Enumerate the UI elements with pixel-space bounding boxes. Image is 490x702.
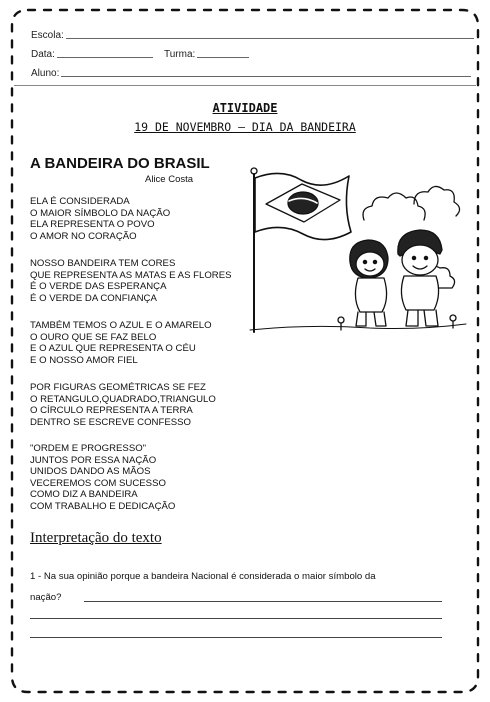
interpretation-heading: Interpretação do texto: [30, 530, 162, 546]
poem-line: É O VERDE DAS ESPERANÇA: [30, 281, 167, 293]
activity-title: ATIVIDADE: [212, 101, 278, 115]
poem-stanza: [30, 196, 170, 242]
poem-stanza: [30, 258, 232, 304]
poem-line: ELA REPRESENTA O POVO: [30, 219, 155, 231]
poem-stanza: [30, 443, 175, 513]
student-field[interactable]: [31, 68, 471, 79]
school-line: [66, 37, 474, 39]
date-label: Data:: [31, 49, 55, 60]
class-field[interactable]: [164, 49, 249, 60]
poem-line: E O AZUL QUE REPRESENTA O CÉU: [30, 343, 196, 355]
poem-title: A BANDEIRA DO BRASIL: [30, 155, 210, 172]
poem-line: ELA É CONSIDERADA: [30, 196, 130, 207]
poem-line: VECEREMOS COM SUCESSO: [30, 477, 166, 489]
student-line: [61, 75, 471, 77]
poem-line: O OURO QUE SE FAZ BELO: [30, 331, 157, 343]
poem-line: COM TRABALHO E DEDICAÇÃO: [30, 500, 176, 512]
date-field[interactable]: [31, 49, 153, 60]
answer-line[interactable]: [30, 618, 442, 619]
student-label: Aluno:: [31, 68, 60, 79]
school-label: Escola:: [31, 30, 64, 41]
poem-line: O MAIOR SÍMBOLO DA NAÇÃO: [30, 207, 171, 219]
poem-line: "ORDEM E PROGRESSO": [30, 443, 147, 454]
poem-line: DENTRO SE ESCREVE CONFESSO: [30, 416, 191, 428]
poem-line: COMO DIZ A BANDEIRA: [30, 489, 138, 501]
poem-line: TAMBÉM TEMOS O AZUL E O AMARELO: [30, 320, 212, 331]
answer-line[interactable]: [30, 637, 442, 638]
question-1-continuation: nação?: [30, 592, 62, 603]
class-label: Turma:: [164, 49, 196, 60]
poem-line: POR FIGURAS GEOMÉTRICAS SE FEZ: [30, 382, 206, 393]
poem-author: Alice Costa: [145, 174, 194, 185]
date-line: [57, 56, 153, 58]
poem-line: UNIDOS DANDO AS MÃOS: [30, 466, 151, 478]
flag-children-illustration: [246, 160, 470, 340]
poem-line: O CÍRCULO REPRESENTA A TERRA: [30, 405, 193, 417]
class-line: [197, 56, 249, 58]
poem-stanza: [30, 382, 216, 428]
poem-line: E O NOSSO AMOR FIEL: [30, 354, 138, 366]
poem-line: O RETANGULO,QUADRADO,TRIANGULO: [30, 393, 216, 405]
answer-line[interactable]: [84, 601, 442, 602]
header-divider: [14, 85, 476, 86]
question-1: 1 - Na sua opinião porque a bandeira Nacional é considerada o maior símbolo da: [30, 571, 376, 582]
poem-stanza: [30, 320, 212, 366]
poem-line: É O VERDE DA CONFIANÇA: [30, 292, 157, 304]
activity-subtitle: 19 DE NOVEMBRO – DIA DA BANDEIRA: [134, 120, 356, 134]
poem-line: NOSSO BANDEIRA TEM CORES: [30, 258, 176, 269]
poem-line: O AMOR NO CORAÇÃO: [30, 230, 137, 242]
school-field[interactable]: [31, 30, 474, 41]
poem-line: QUE REPRESENTA AS MATAS E AS FLORES: [30, 269, 232, 281]
poem-line: JUNTOS POR ESSA NAÇÃO: [30, 454, 157, 466]
